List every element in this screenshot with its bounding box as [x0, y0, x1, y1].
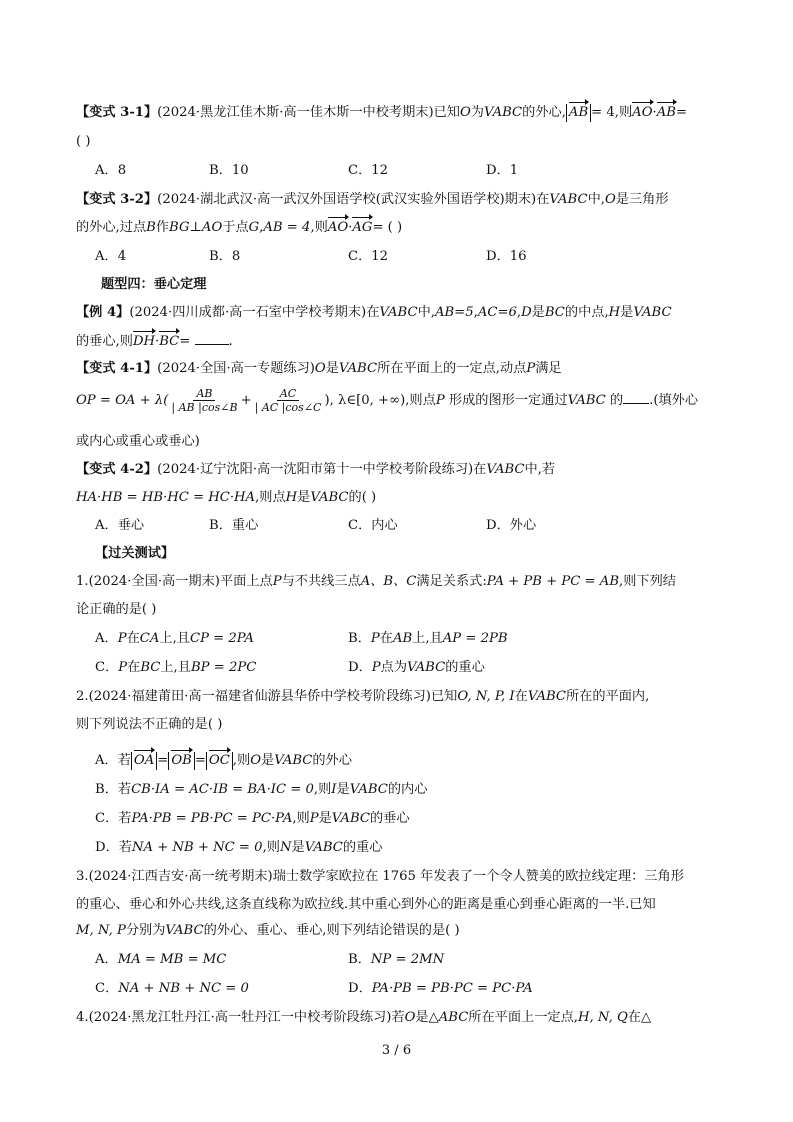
question-2-line2: 则下列说法不正确的是( )	[76, 717, 223, 732]
option-b: B．重心	[209, 518, 259, 533]
option-c: C．P在BC上,且BP = 2PC	[95, 660, 257, 675]
option-a: A．4	[95, 249, 127, 264]
option-d: D．PA·PB = PB·PC = PC·PA	[348, 981, 533, 996]
question-4-line1: 4.(2024·黑龙江牡丹江·高一牡丹江一中校考阶段练习)若O是△ABC所在平面上一定点,H, N, Q在△	[76, 1010, 652, 1025]
variant-tag: 【变式 3-2】	[76, 192, 158, 207]
option-b: B．10	[209, 163, 249, 178]
variant-4-1-line2: OP = OA + λ( $\frac{AB}{| AB |\cos\angle B}$ + $\frac{AC}{| AC |\cos\angle C}$ ), λ∈[0, +∞),则点P 形成的图形一定通过VABC 的 .(填外心	[76, 387, 699, 414]
option-c: C．内心	[348, 518, 398, 533]
answer-paren: ( )	[76, 134, 91, 149]
option-a: A．垂心	[95, 518, 145, 533]
variant-4-1-line1: 【变式 4-1】(2024·全国·高一专题练习)O是VABC所在平面上的一定点,动点P满足	[76, 361, 562, 376]
option-b: B．若CB·IA = AC·IB = BA·IC = 0,则I是VABC的内心	[95, 782, 428, 797]
page-number: 3 / 6	[381, 1043, 412, 1058]
option-c: C．若PA·PB = PB·PC = PC·PA,则P是VABC的垂心	[95, 811, 410, 826]
variant-3-1-line1: 【变式 3-1】(2024·黑龙江佳木斯·高一佳木斯一中校考期末)已知O为VABC的外心, AB = 4,则AO·AB=	[76, 105, 687, 120]
variant-3-2-line2: 的外心,过点B作BG⊥AO于点G,AB = 4,则AO·AG= ( )	[76, 220, 403, 235]
option-d: D．1	[486, 163, 519, 178]
fill-blank	[195, 332, 229, 345]
option-a: A．若 OA = OB = OC ,则O是VABC的外心	[95, 753, 352, 768]
option-a: A．8	[95, 163, 127, 178]
variant-tag: 【变式 3-1】	[76, 105, 158, 120]
fill-blank	[623, 391, 649, 404]
option-d: D．16	[486, 249, 527, 264]
variant-4-1-line3: 或内心或重心或垂心)	[76, 434, 200, 449]
question-3-line1: 3.(2024·江西吉安·高一统考期末)瑞士数学家欧拉在 1765 年发表了一个令人赞美的欧拉线定理：三角形	[76, 869, 684, 884]
option-d: D．P点为VABC的重心	[348, 660, 485, 675]
question-2-line1: 2.(2024·福建莆田·高一福建省仙游县华侨中学校考阶段练习)已知O, N, P, I在VABC所在的平面内,	[76, 689, 650, 704]
option-b: B．P在AB上,且AP = 2PB	[348, 631, 508, 646]
option-a: A．MA = MB = MC	[95, 952, 227, 967]
option-c: C．12	[348, 163, 389, 178]
variant-3-2-line1: 【变式 3-2】(2024·湖北武汉·高一武汉外国语学校(武汉实验外国语学校)期末)在VABC中,O是三角形	[76, 192, 669, 207]
variant-tag: 【变式 4-1】	[76, 361, 158, 376]
variant-4-2-line2: HA·HB = HB·HC = HC·HA,则点H是VABC的( )	[76, 490, 377, 505]
variant-tag: 【变式 4-2】	[76, 462, 158, 477]
option-b: B．8	[209, 249, 241, 264]
variant-4-2-line1: 【变式 4-2】(2024·辽宁沈阳·高一沈阳市第十一中学校考阶段练习)在VABC中,若	[76, 462, 556, 477]
option-c: C．NA + NB + NC = 0	[95, 981, 249, 996]
test-heading: 【过关测试】	[95, 546, 175, 561]
question-1-line2: 论正确的是( )	[76, 602, 157, 617]
question-3-line3: M, N, P分别为VABC的外心、重心、垂心,则下列结论错误的是( )	[76, 923, 460, 938]
option-d: D．若NA + NB + NC = 0,则N是VABC的重心	[95, 840, 383, 855]
section-title: 题型四：垂心定理	[101, 277, 207, 292]
example-tag: 【例 4】	[76, 305, 130, 320]
question-3-line2: 的重心、垂心和外心共线,这条直线称为欧拉线.其中重心到外心的距离是重心到垂心距离的一半.已知	[76, 897, 656, 912]
example-4-line2: 的垂心,则DH·BC= .	[76, 334, 233, 349]
question-1-line1: 1.(2024·全国·高一期末)平面上点P与不共线三点A、B、C满足关系式:PA + PB + PC = AB,则下列结	[76, 574, 676, 589]
option-c: C．12	[348, 249, 389, 264]
option-d: D．外心	[486, 518, 537, 533]
option-a: A．P在CA上,且CP = 2PA	[95, 631, 254, 646]
option-b: B．NP = 2MN	[348, 952, 445, 967]
example-4-line1: 【例 4】(2024·四川成都·高一石室中学校考期末)在VABC中,AB=5,AC=6,D是BC的中点,H是VABC	[76, 305, 672, 320]
